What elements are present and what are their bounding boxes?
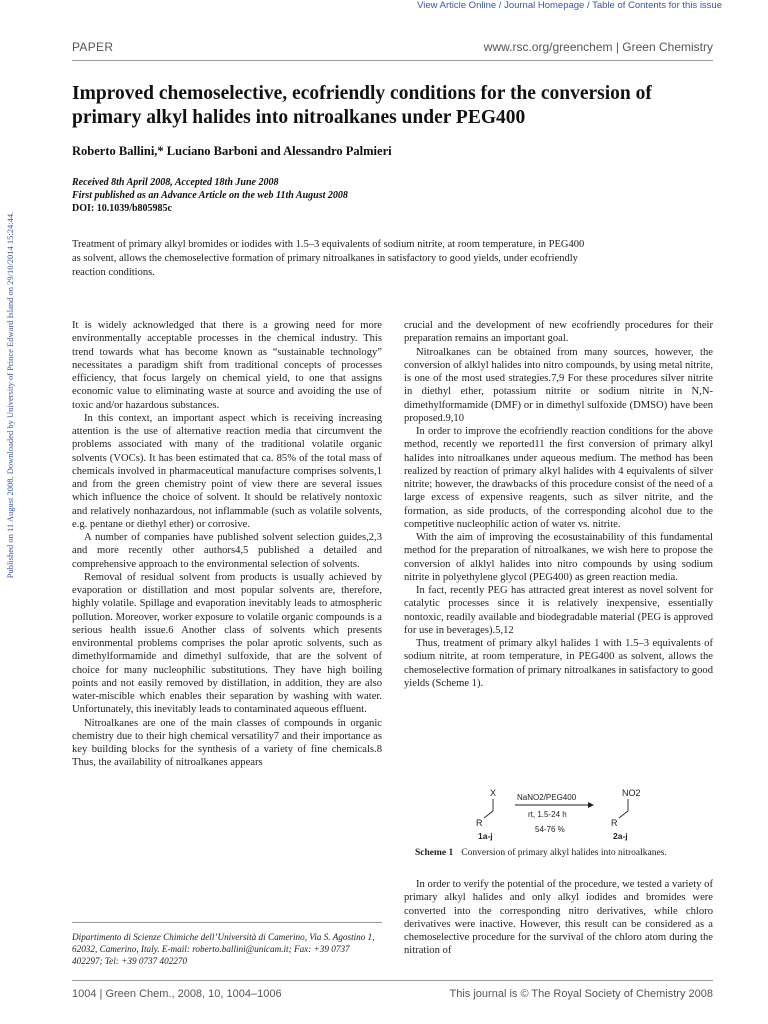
bond [619,811,628,818]
authors: Roberto Ballini,* Luciano Barboni and Alessandro Palmieri [72,144,392,158]
paragraph-text: It is widely acknowledged that there is a growing need for more environmentally acceptable processes in the chemical industry. This trend towards what has become known as “sustainable technology” necessitates a paradigm shift from traditional concepts of processes efficiency, that focus largely on chemical yield, to one that assigns economic value to eliminating waste at source and avoiding the use of toxic and/or hazardous substances. [72,320,382,411]
yield-label: 54-76 % [535,825,565,834]
received-dates: Received 8th April 2008, Accepted 18th June 2008 [72,177,279,188]
body-column-right [404,319,713,690]
paragraph [404,637,713,690]
paragraph [404,878,713,958]
body-column-right-continued [404,878,713,958]
top-links [417,0,722,11]
paragraph-text: crucial and the development of new ecofriendly procedures for their preparation remains an important goal. [404,320,713,345]
bond [484,811,493,818]
journal-homepage-link[interactable]: Journal Homepage [504,0,585,11]
no2-label: NO2 [622,788,641,798]
body-column-left [72,319,382,770]
view-online-link[interactable]: View Article Online [417,0,497,11]
scheme-caption [415,848,667,858]
r-group-left: R [476,818,483,828]
footer-citation: 1004 | Green Chem., 2008, 10, 1004–1006 [72,988,282,1000]
paragraph [404,425,713,531]
paragraph-text: In fact, recently PEG has attracted great interest as novel solvent for catalytic processes since it is relatively inexpensive, essentially nontoxic, readily available and biodegradable material (PEG is approved for use in beverages).5,12 [404,585,713,636]
download-note [4,160,16,630]
starting-material-label: 1a-j [478,831,493,841]
paragraph [404,584,713,637]
abstract: Treatment of primary alkyl bromides or iodides with 1.5–3 equivalents of sodium nitrite, at room temperature, in PEG400 as solvent, allows the chemoselective formation of primary nitroalkanes in satisfactory to good yields, under ecofriendly reaction conditions. [72,239,585,279]
paragraph-text: Thus, treatment of primary alkyl halides 1 with 1.5–3 equivalents of sodium nitrite, at room temperature, in PEG400 as solvent, allows the chemoselective formation of primary nitroalkanes in satisfactory to good yields (Scheme 1). [404,638,713,689]
x-label: X [490,788,497,798]
journal-header: www.rsc.org/greenchem | Green Chemistry [483,40,713,54]
paragraph [72,319,382,412]
top-links-separator: / [496,0,505,11]
header-rule [72,60,713,61]
affiliation-rule [72,922,382,923]
footer-rule [72,980,713,981]
first-published: First published as an Advance Article on the web 11th August 2008 [72,190,348,201]
section-label: PAPER [72,40,114,54]
scheme-caption-text: Conversion of primary alkyl halides into nitroalkanes. [461,848,667,858]
article-meta [72,176,348,215]
article-title: Improved chemoselective, ecofriendly conditions for the conversion of primary alkyl halides into nitroalkanes under PEG400 [72,83,652,128]
affiliation: Dipartimento di Scienze Chimiche dell’Università di Camerino, Via S. Agostino 1, 62032, Camerino, Italy. E-mail: roberto.ballini@unicam.it; Fax: +39 0737 402297; Tel: +39 0737 402270 [72,932,375,966]
arrow-head [588,802,594,808]
paragraph-text: With the aim of improving the ecosustainability of this fundamental method for the preparation of nitroalkanes, we wish here to propose the conversion of alklyl halides into nitro compounds by using sodium nitrite in polyethylene glycol (PEG400) as green reaction media. [404,532,713,583]
reagent-label: NaNO2/PEG400 [517,793,577,802]
r-group-right: R [611,818,618,828]
paragraph [72,412,382,531]
conditions-label: rt, 1.5-24 h [528,810,567,819]
paragraph [404,346,713,426]
top-links-separator: / [584,0,593,11]
scheme-number: Scheme 1 [415,848,454,858]
paragraph-text: In this context, an important aspect which is receiving increasing attention is the use of alternative reaction media that circumvent the problems associated with many of the traditional volatile organic solvents (VOCs). It has been estimated that ca. 85% of the total mass of chemicals involved in pharmaceutical manufacture comprises solvents,1 and from the green chemistry point of view there are several issues which influence the choice of solvent. It should be relatively nontoxic and relatively nonhazardous, not inflammable (such as volatile solvents, e.g. pentane or diethyl ether) or corrosive. [72,412,382,530]
paragraph-text: Nitroalkanes are one of the main classes of compounds in organic chemistry due to their high chemical versatility7 and their importance as key building blocks for the synthesis of a variety of fine chemicals.8 Thus, the availability of nitroalkanes appears [72,717,382,769]
paragraph [72,717,382,770]
paragraph-text: A number of companies have published solvent selection guides,2,3 and more recently other authors4,5 published a detailed and comprehensive approach to the environmental selection of solvents. [72,532,382,570]
paragraph-text: In order to improve the ecofriendly reaction conditions for the above method, recently we reported11 the first conversion of primary alkyl halides into nitroalkanes under aqueous medium. The method has been realized by reaction of primary alkyl halides with 4 equivalents of silver nitrite; however, the drawbacks of this procedure consist of the need of a large excess of expensive reagents, such as silver nitrite, and the formation, as side products, of the corresponding alcohol due to the competitive nucleophilic action of water vs. nitrite. [404,426,713,530]
product-label: 2a-j [613,831,628,841]
toc-link[interactable]: Table of Contents for this issue [592,0,722,11]
doi: DOI: 10.1039/b805985c [72,203,172,214]
download-note-text: Published on 11 August 2008. Downloaded by University of Prince Edward Island on 29/10/2014 15:24:44. [5,211,15,579]
paragraph [404,319,713,346]
scheme-1-diagram [470,786,690,844]
paragraph [72,571,382,717]
paragraph [72,531,382,571]
paragraph-text: Nitroalkanes can be obtained from many sources, however, the conversion of alklyl halides into nitro compounds, by using metal nitrite, is one of the most used strategies.7,9 For these procedures silver nitrite in diethyl ether, potassium nitrite or sodium nitrite in N,N-dimethylformamide (DMF) or in dimethyl sulfoxide (DMSO) have been proposed.9,10 [404,346,713,424]
paragraph-text: Removal of residual solvent from products is usually achieved by evaporation or distillation and most popular solvents are, therefore, highly volatile. Spillage and evaporation inevitably leads to atmospheric pollution. Moreover, worker exposure to volatile organic compounds is a serious health issue.6 Another class of solvents which presents environmental problems comprises the polar aprotic solvents, such as dimethylformamide and dimethyl sulfoxide, that are the solvent of choice for many nucleophilic substitutions. They have high boiling points and not easily removed by distillation, in addition, they are also water-miscible which enables their separation by washing with water. Unfortunately, this inevitably leads to contaminated aqueous effluent. [72,571,382,716]
paragraph-text: In order to verify the potential of the procedure, we tested a variety of primary alkyl halides and only alkyl iodides and bromides were converted into the corresponding nitro derivatives, while chloro derivatives were inactive. However, this result can be considered as a chemoselective procedure for the survival of the chloro atom during the nitration of [404,879,713,957]
paragraph [404,531,713,584]
footer-copyright: This journal is © The Royal Society of Chemistry 2008 [449,988,713,1000]
